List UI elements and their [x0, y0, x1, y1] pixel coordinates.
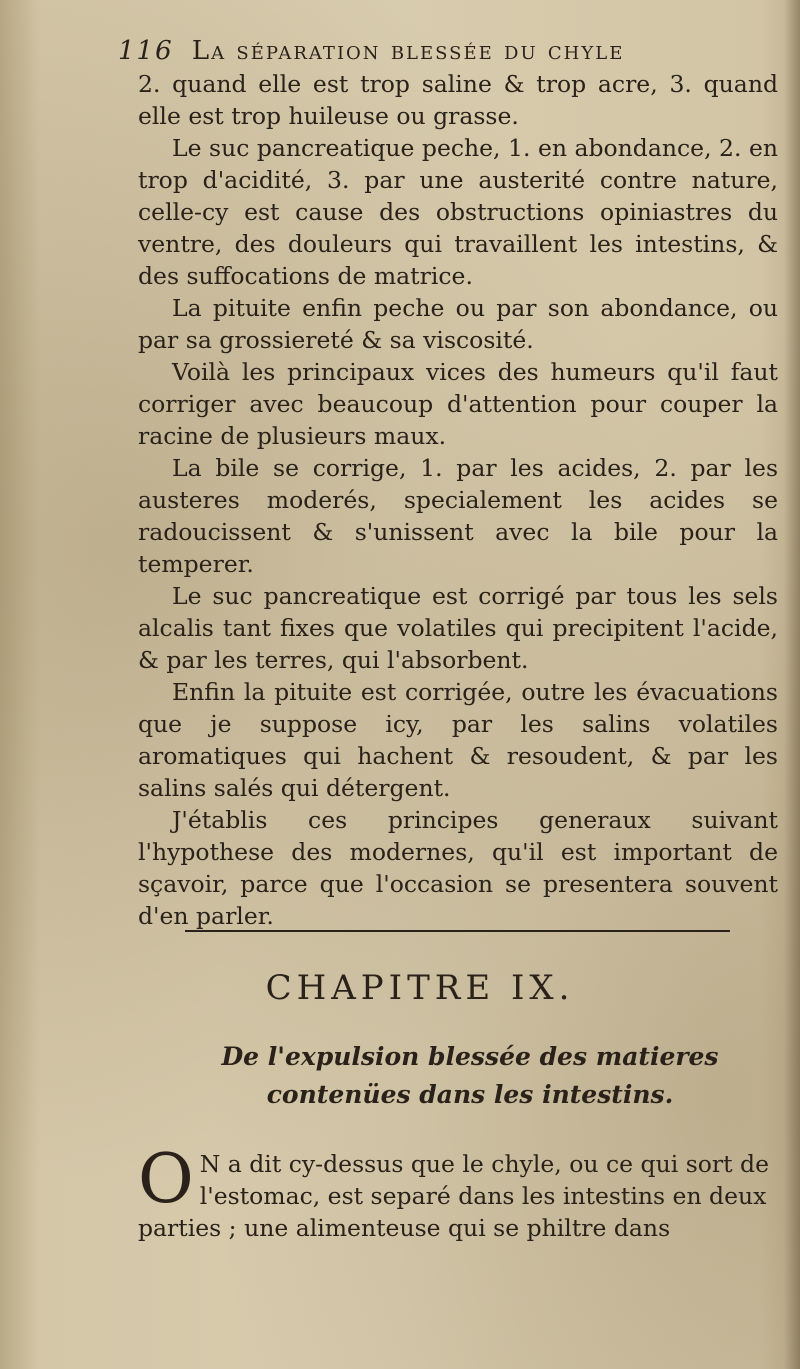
page-number: 116 — [118, 36, 174, 66]
paragraph: La pituite enfin peche ou par son abondance, ou par sa grossiereté & sa viscosité. — [138, 294, 778, 354]
section-divider — [185, 930, 730, 932]
paragraph: Enfin la pituite est corrigée, outre les évacuations que je suppose icy, par les salins volatiles aromatiques qui hachent & resoudent, & par les salins salés qui détergent. — [138, 678, 778, 802]
body-text — [138, 68, 778, 932]
chapter-heading: CHAPITRE IX. — [265, 968, 575, 1008]
paragraph: 2. quand elle est trop saline & trop acre, 3. quand elle est trop huileuse ou grasse. — [138, 70, 778, 130]
opening-paragraph — [138, 1140, 788, 1244]
drop-cap: O — [138, 1140, 194, 1219]
paragraph: Voilà les principaux vices des humeurs qu'il faut corriger avec beaucoup d'attention pour couper la racine de plusieurs maux. — [138, 358, 778, 450]
running-title: La séparation blessée du chyle — [191, 36, 625, 66]
paragraph: La bile se corrige, 1. par les acides, 2. par les austeres moderés, specialement les acides se radoucissent & s'unissent avec la bile pour la temperer. — [138, 454, 778, 578]
paragraph: Le suc pancreatique peche, 1. en abondance, 2. en trop d'acidité, 3. par une austerité contre nature, celle-cy est cause des obstructions opiniastres du ventre, des douleurs qui travaillent les intestins, & des suffocations de matrice. — [138, 134, 778, 290]
opening-text: N a dit cy-dessus que le chyle, ou ce qui sort de l'estomac, est separé dans les intestins en deux parties ; une alimenteuse qui se philtre dans — [138, 1150, 769, 1242]
paragraph: Le suc pancreatique est corrigé par tous les sels alcalis tant fixes que volatiles qui precipitent l'acide, & par les terres, qui l'absorbent. — [138, 582, 778, 674]
paragraph: J'établis ces principes generaux suivant l'hypothese des modernes, qu'il est important de sçavoir, parce que l'occasion se presentera souvent d'en parler. — [138, 806, 778, 930]
chapter-subtitle: De l'expulsion blessée des matieres contenües dans les intestins. — [221, 1042, 719, 1109]
running-header — [118, 36, 778, 66]
